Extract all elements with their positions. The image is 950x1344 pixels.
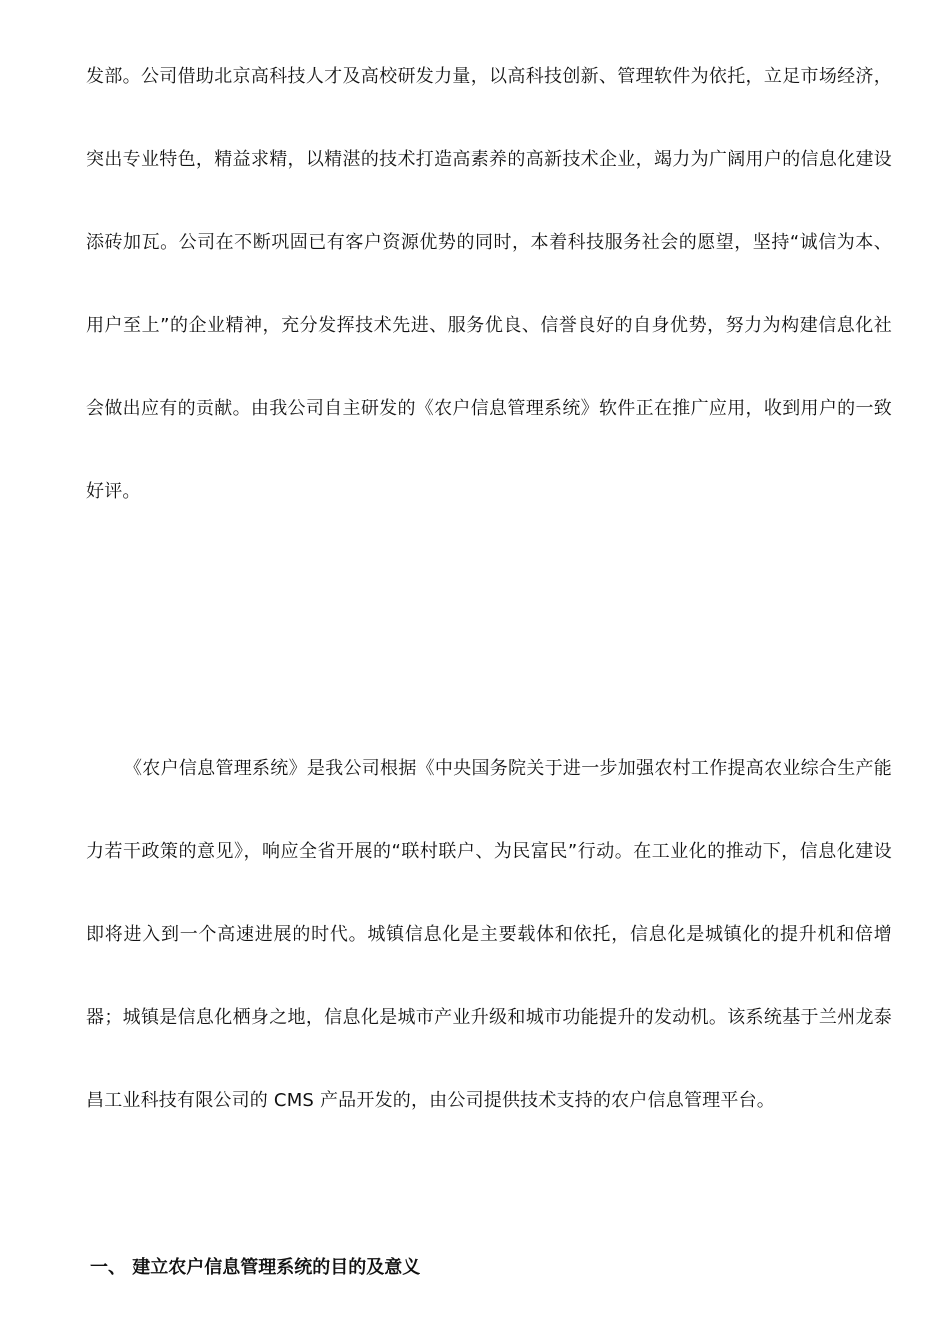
body-paragraph-company-intro: 发部。公司借助北京高科技人才及高校研发力量，以高科技创新、管理软件为依托，立足市场经济，突出专业特色，精益求精，以精湛的技术打造高素养的高新技术企业，竭力为广阔用户的信息化建设添砖加瓦。公司在不断巩固已有客户资源优势的同时，本着科技服务社会的愿望，坚持“诚信为本、用户至上”的企业精神，充分发挥技术先进、服务优良、信誉良好的自身优势，努力为构建信息化社会做出应有的贡献。由我公司自主研发的《农户信息管理系统》软件正在推广应用，收到用户的一致好评。 <box>86 66 892 502</box>
section-heading: 一、 建立农户信息管理系统的目的及意义 <box>90 1257 421 1278</box>
body-paragraph-system-intro: 《农户信息管理系统》是我公司根据《中央国务院关于进一步加强农村工作提高农业综合生产能力若干政策的意见》，响应全省开展的“联村联户、为民富民”行动。在工业化的推动下，信息化建设即将进入到一个高速进展的时代。城镇信息化是主要载体和依托，信息化是城镇化的提升机和倍增器；城镇是信息化栖身之地，信息化是城市产业升级和城市功能提升的发动机。该系统基于兰州龙泰昌工业科技有限公司的 CMS 产品开发的，由公司提供技术支持的农户信息管理平台。 <box>86 758 892 1111</box>
